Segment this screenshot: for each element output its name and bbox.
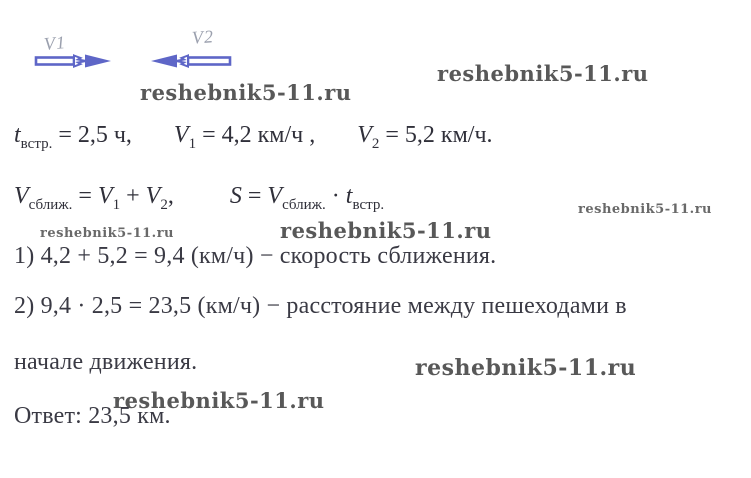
solution-step-1: 1) 4,2 + 5,2 = 9,4 (км/ч) − скорость сближения. — [14, 243, 497, 269]
watermark: reshebnik5-11.ru — [140, 80, 352, 105]
v1-label: V1 — [43, 32, 67, 54]
watermark: reshebnik5-11.ru — [437, 61, 649, 86]
v2-arrow-icon — [150, 50, 232, 72]
given-values-line — [14, 122, 493, 152]
answer-line: Ответ: 23,5 км. — [14, 403, 171, 429]
solution-step-2-continued: начале движения. — [14, 349, 198, 375]
closing-speed-formula: $V_{сближ.} = V_1 + V_2$, — [14, 183, 174, 213]
watermark: reshebnik5-11.ru — [40, 226, 175, 241]
v1-arrow-icon — [34, 50, 112, 72]
solution-step-2: 2) 9,4 · 2,5 = 23,5 (км/ч) − расстояние между пешеходами в — [14, 293, 627, 319]
given-time: $t_{встр.} = 2,5$ ч, — [14, 122, 132, 152]
watermark: reshebnik5-11.ru — [578, 202, 713, 217]
v2-label: V2 — [191, 26, 215, 48]
watermark: reshebnik5-11.ru — [280, 218, 492, 243]
given-speed-1: $V_1 = 4,2$ км/ч , — [173, 122, 316, 152]
formulas-line — [14, 183, 385, 213]
given-speed-2: $V_2 = 5,2$ км/ч. — [357, 122, 493, 152]
watermark: reshebnik5-11.ru — [415, 355, 637, 381]
distance-formula: $S = V_{сближ.} \cdot t_{встр.}$ — [229, 183, 385, 213]
watermark: reshebnik5-11.ru — [113, 388, 325, 413]
